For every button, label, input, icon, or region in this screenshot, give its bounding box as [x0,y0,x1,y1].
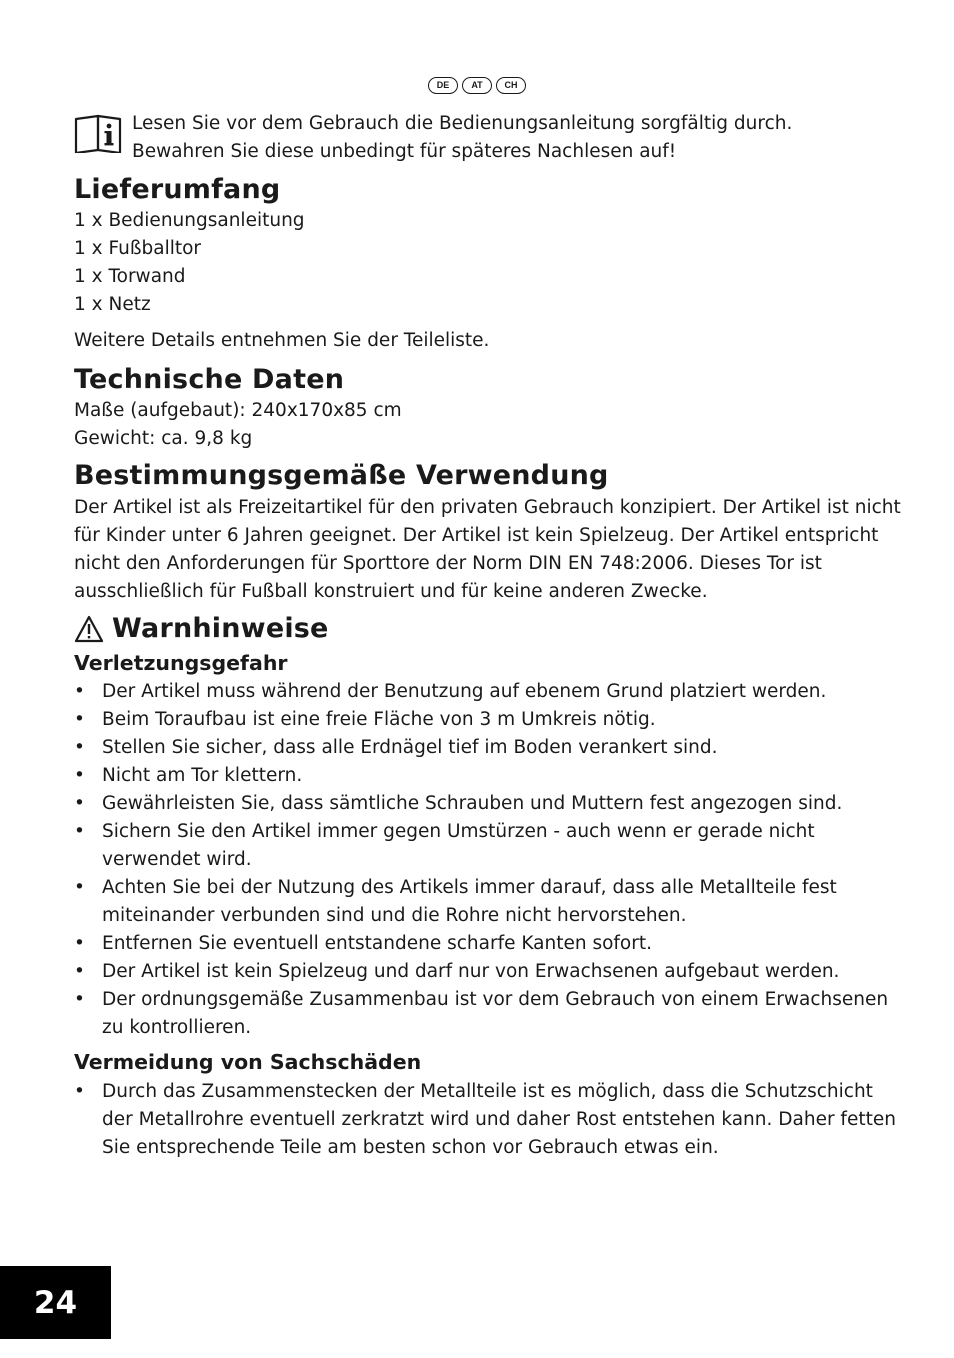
list-item: 1 x Fußballtor [74,238,202,259]
country-badges [0,77,954,94]
page-number: 24 [0,1266,111,1339]
paragraph-line: für Kinder unter 6 Jahren geeignet. Der Artikel ist kein Spielzeug. Der Artikel entspricht [74,525,879,546]
bullet-item-line: Sie entsprechende Teile am besten schon vor Gebrauch etwas ein. [102,1137,719,1158]
country-badge-de: DE [428,77,458,94]
list-item: 1 x Netz [74,294,151,315]
bullet-item [74,930,874,958]
list-item: 1 x Torwand [74,266,186,287]
info-note-text [132,110,872,166]
bullet-item [74,762,874,790]
bullet-item-line: • Sichern Sie den Artikel immer gegen Umstürzen - auch wenn er gerade nicht [102,821,815,842]
verwendung-text [74,494,901,606]
verletzungsgefahr-list [74,678,889,1042]
country-badge-ch: CH [496,77,526,94]
bullet-item [74,818,874,874]
warnhinweise-heading [74,612,329,646]
bullet-item [74,874,874,930]
list-item: 1 x Bedienungsanleitung [74,210,305,231]
bullet-item [74,790,874,818]
bullet-item [74,706,874,734]
bullet-item-line: • Nicht am Tor klettern. [102,765,303,786]
bullet-item [74,678,874,706]
bullet-item-line: • Der ordnungsgemäße Zusammenbau ist vor dem Gebrauch von einem Erwachsenen [102,989,889,1010]
bullet-item-line: verwendet wird. [102,849,252,870]
paragraph-line: Der Artikel ist als Freizeitartikel für den privaten Gebrauch konzipiert. Der Artikel ist nicht [74,497,901,518]
bullet-item-line: miteinander verbunden sind und die Rohre nicht hervorstehen. [102,905,687,926]
bullet-item-line: • Achten Sie bei der Nutzung des Artikels immer darauf, dass alle Metallteile fest [102,877,837,898]
info-note-line: Lesen Sie vor dem Gebrauch die Bedienungsanleitung sorgfältig durch. [132,113,793,134]
bullet-item [74,958,874,986]
verletzungsgefahr-heading: Verletzungsgefahr [74,651,288,675]
spec-line: Maße (aufgebaut): 240x170x85 cm [74,400,402,421]
bullet-item-line: • Entfernen Sie eventuell entstandene scharfe Kanten sofort. [102,933,652,954]
sachschaeden-list [74,1078,896,1162]
bullet-item-line: • Der Artikel ist kein Spielzeug und darf nur von Erwachsenen aufgebaut werden. [102,961,840,982]
bullet-item-line: • Gewährleisten Sie, dass sämtliche Schrauben und Muttern fest angezogen sind. [102,793,843,814]
bullet-item-line: • Der Artikel muss während der Benutzung auf ebenem Grund platziert werden. [102,681,827,702]
bullet-item [74,986,889,1042]
bullet-item [74,1078,896,1162]
manual-info-icon [74,113,124,153]
warnhinweise-title: Warnhinweise [112,613,329,644]
lieferumfang-note: Weitere Details entnehmen Sie der Teileliste. [74,330,490,351]
technische-daten-text [74,397,874,453]
bullet-item-line: • Stellen Sie sicher, dass alle Erdnägel tief im Boden verankert sind. [102,737,718,758]
lieferumfang-list [74,207,874,319]
verwendung-heading: Bestimmungsgemäße Verwendung [74,460,609,491]
technische-daten-heading: Technische Daten [74,364,345,395]
paragraph-line: ausschließlich für Fußball konstruiert und für keine anderen Zwecke. [74,581,708,602]
sachschaeden-heading: Vermeidung von Sachschäden [74,1050,422,1074]
bullet-item [74,734,874,762]
bullet-item-line: • Durch das Zusammenstecken der Metallteile ist es möglich, dass die Schutzschicht [102,1081,873,1102]
lieferumfang-heading: Lieferumfang [74,174,281,205]
spec-line: Gewicht: ca. 9,8 kg [74,428,253,449]
bullet-item-line: zu kontrollieren. [102,1017,252,1038]
warning-triangle-icon [74,615,104,643]
bullet-item-line: • Beim Toraufbau ist eine freie Fläche von 3 m Umkreis nötig. [102,709,656,730]
paragraph-line: nicht den Anforderungen für Sporttore der Norm DIN EN 748:2006. Dieses Tor ist [74,553,822,574]
bullet-item-line: der Metallrohre eventuell zerkratzt wird und daher Rost entstehen kann. Daher fetten [102,1109,896,1130]
info-note-line: Bewahren Sie diese unbedingt für späteres Nachlesen auf! [132,141,677,162]
country-badge-at: AT [462,77,492,94]
